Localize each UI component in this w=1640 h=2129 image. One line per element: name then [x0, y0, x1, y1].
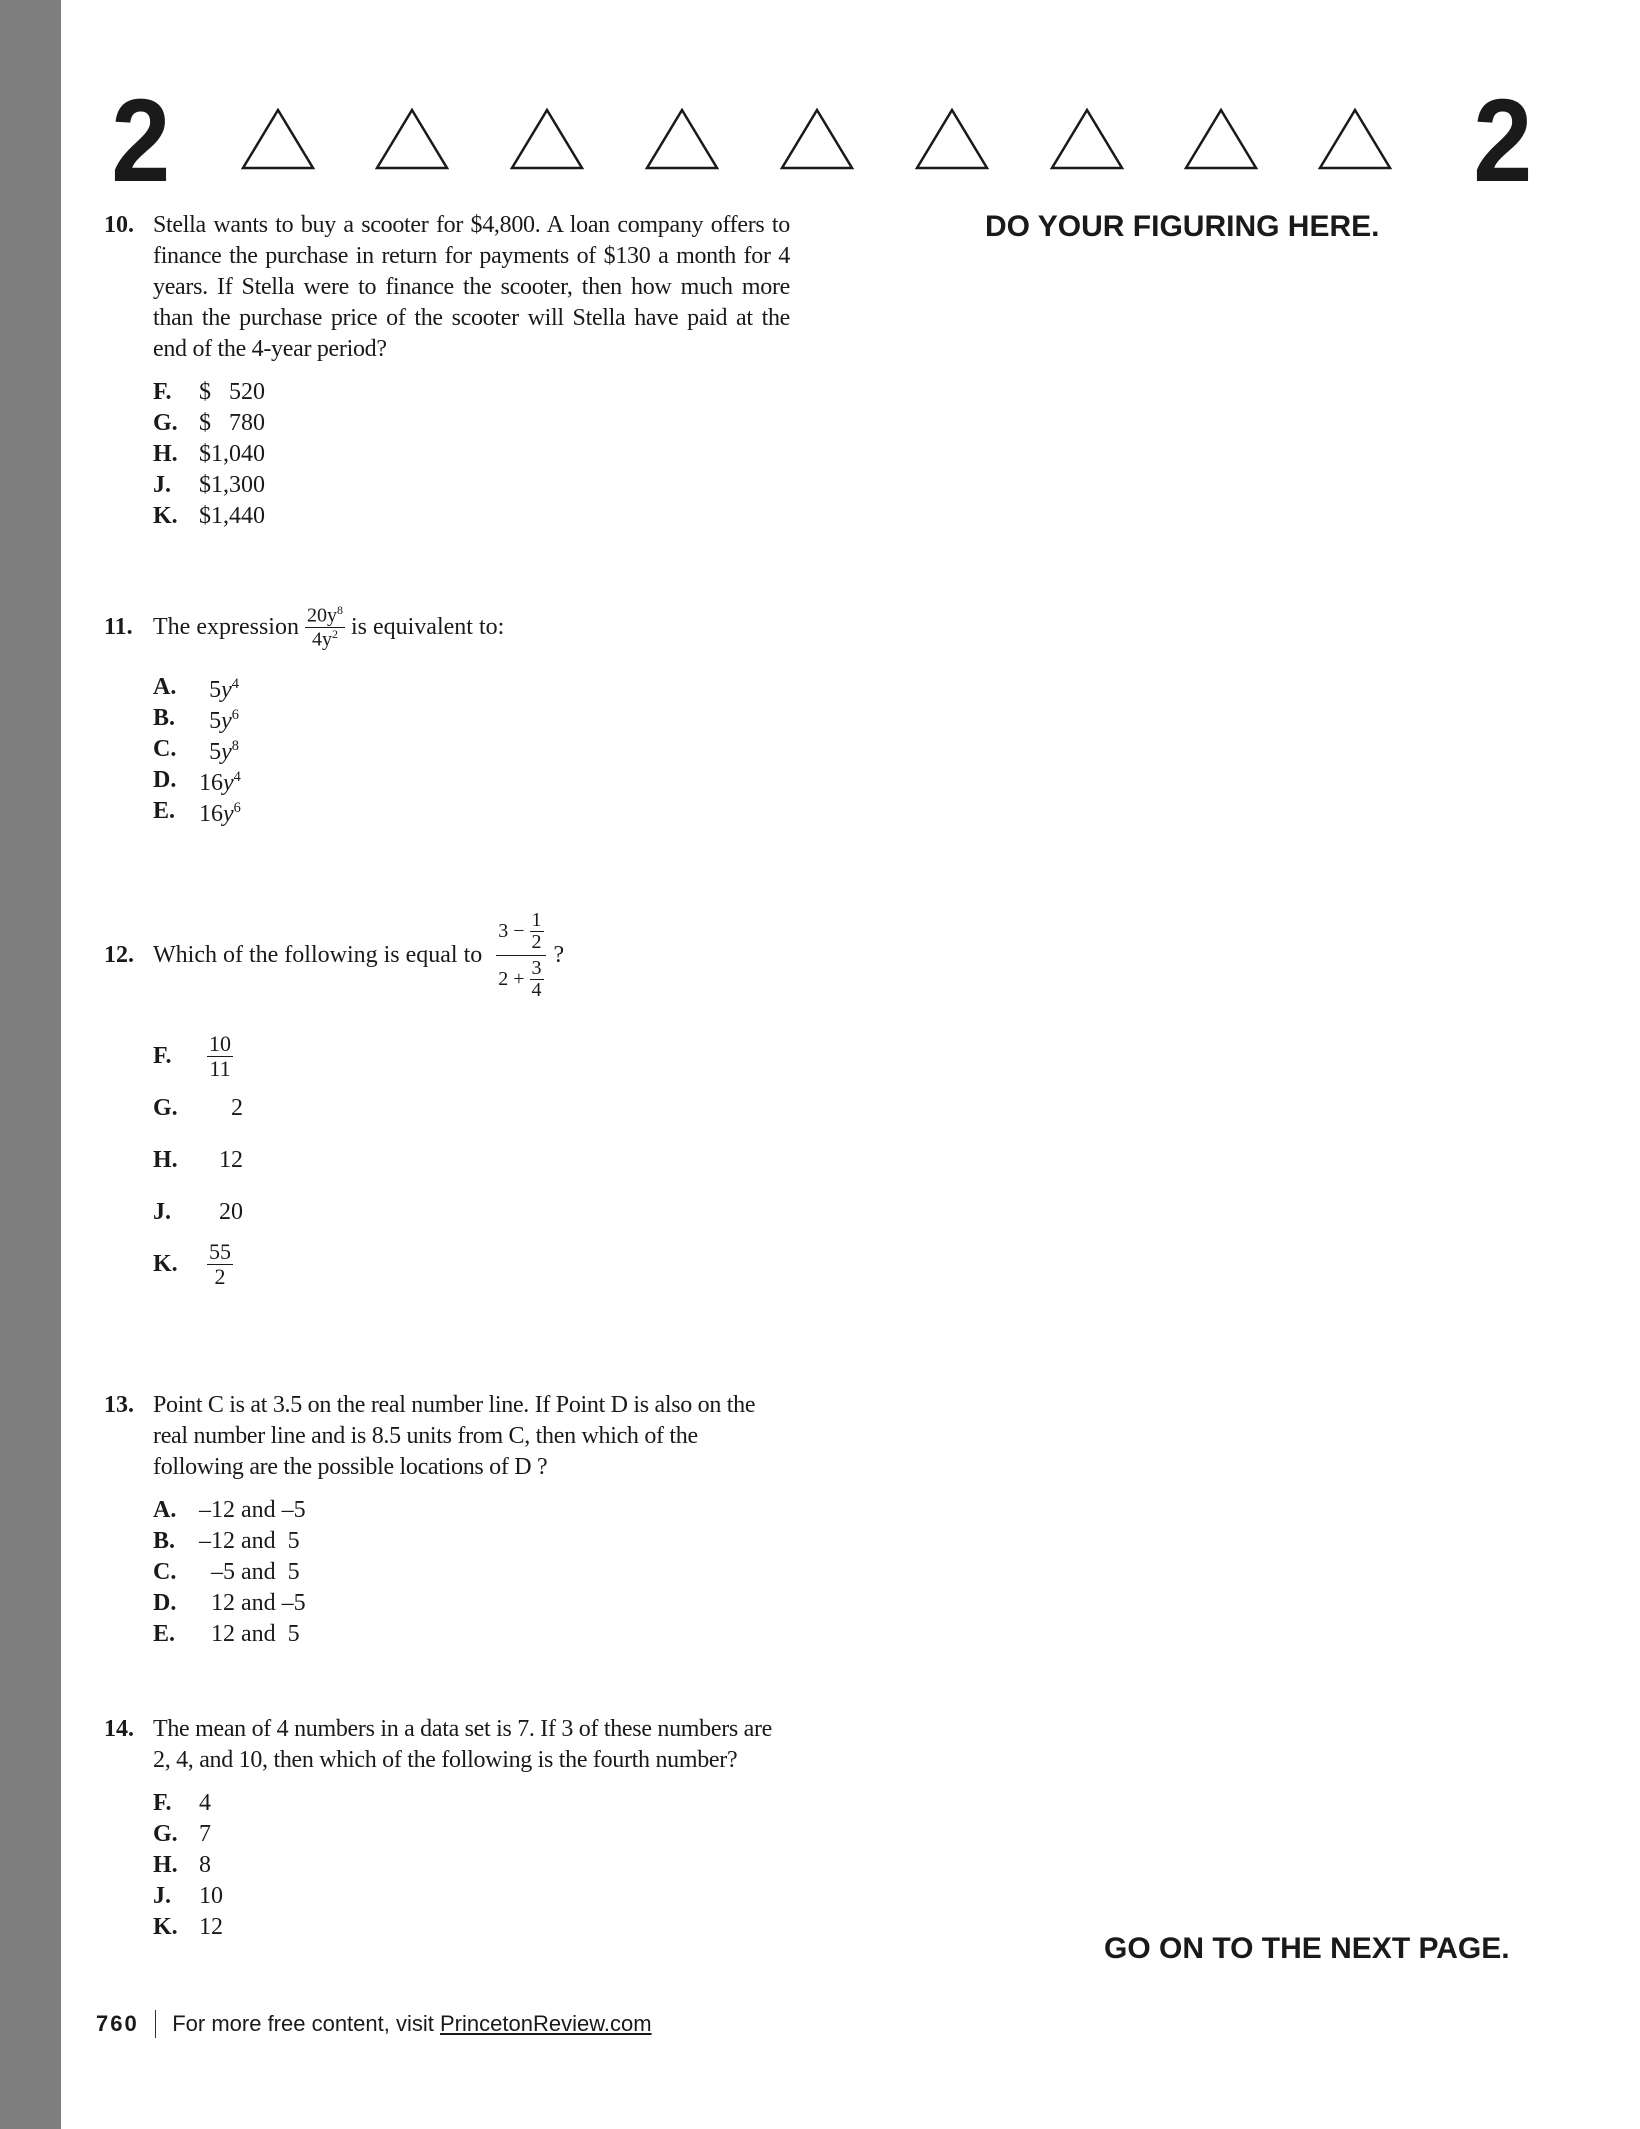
option-value: $5y^6$ — [209, 707, 239, 734]
figuring-note: DO YOUR FIGURING HERE. — [985, 210, 1380, 243]
option-value: $1,440 — [199, 503, 265, 529]
denominator: 4y — [311, 628, 332, 651]
option-value: $16y^4$ — [199, 769, 241, 796]
option-label: E. — [153, 798, 176, 824]
option-value: $1,040 — [199, 441, 265, 467]
question-number: 13. — [104, 1392, 134, 1418]
option-label: K. — [153, 503, 178, 529]
option-label: F. — [153, 1042, 172, 1069]
top-den: 2 — [531, 930, 542, 953]
question-text: The mean of 4 numbers in a data set is 7. If 3 of these numbers are 2, 4, and 10, then which of the following is the fourth number? — [153, 1716, 773, 1773]
option-value: 20 — [219, 1198, 243, 1225]
option-label: A. — [153, 1497, 177, 1523]
option-value: 12 and –5 — [199, 1590, 306, 1616]
answer-option[interactable] — [153, 1588, 790, 1619]
answer-options — [153, 1030, 790, 1290]
bottom-den: 4 — [531, 978, 542, 1001]
question-text-end: is equivalent to: — [350, 613, 505, 640]
question-number: 12. — [104, 941, 134, 968]
page-edge-bar — [0, 0, 61, 2129]
answer-option[interactable] — [153, 672, 790, 703]
page-number: 760 — [96, 2011, 139, 2036]
question-12 — [104, 890, 790, 1290]
option-value: $ 780 — [199, 410, 265, 436]
question-number: 11. — [104, 613, 133, 640]
next-page-note: GO ON TO THE NEXT PAGE. — [1104, 1932, 1510, 1965]
option-value: –12 and 5 — [199, 1528, 300, 1554]
answer-option[interactable] — [153, 765, 790, 796]
section-number-left: 2 — [111, 75, 171, 207]
answer-option[interactable] — [153, 377, 790, 408]
option-label: B. — [153, 1528, 176, 1554]
answer-option[interactable] — [153, 470, 790, 501]
option-label: H. — [153, 1852, 178, 1878]
question-text: The expression — [153, 613, 299, 640]
option-value: $ 520 — [199, 379, 265, 405]
option-value: 10 — [199, 1883, 223, 1909]
question-14 — [104, 1714, 790, 1943]
option-label: C. — [153, 1559, 177, 1585]
triangle-icon — [780, 108, 854, 170]
triangle-icon — [510, 108, 584, 170]
answer-option[interactable] — [153, 734, 790, 765]
option-value: $16y^6$ — [199, 800, 241, 827]
option-value: 4 — [199, 1790, 211, 1816]
question-mark: ? — [553, 941, 565, 968]
triangle-icon — [1050, 108, 1124, 170]
answer-option[interactable] — [153, 1495, 790, 1526]
option-label: K. — [153, 1914, 178, 1940]
answer-option[interactable] — [153, 1788, 790, 1819]
option-label: F. — [153, 379, 172, 405]
triangle-icon — [1184, 108, 1258, 170]
option-label: K. — [153, 1250, 178, 1277]
triangle-icon — [375, 108, 449, 170]
answer-option[interactable] — [153, 1557, 790, 1588]
answer-option[interactable] — [153, 796, 790, 827]
option-value: 2 — [231, 1094, 243, 1121]
triangle-icon — [1318, 108, 1392, 170]
option-label: F. — [153, 1790, 172, 1816]
option-label: H. — [153, 1146, 178, 1173]
triangle-icon — [915, 108, 989, 170]
option-value: 12 and 5 — [199, 1621, 300, 1647]
answer-option[interactable] — [153, 1082, 790, 1134]
option-label: A. — [153, 674, 177, 700]
option-label: G. — [153, 1821, 178, 1847]
question-text: Stella wants to buy a scooter for $4,800. A loan company offers to finance the purchase in return for payments of $130 a month for 4 years. If Stella were to finance the scooter, then how much more than the purchase price of the scooter will Stella have paid at the end of the 4-year period? — [153, 212, 790, 362]
option-fraction: $\frac{55}{2}$ — [209, 1239, 231, 1289]
answer-option[interactable] — [153, 501, 790, 532]
answer-options — [153, 1788, 790, 1943]
option-value: $1,300 — [199, 472, 265, 498]
triangle-icon — [241, 108, 315, 170]
option-value: 7 — [199, 1821, 211, 1847]
bottom-num: 3 — [531, 956, 542, 979]
option-label: J. — [153, 1198, 171, 1225]
option-label: G. — [153, 1094, 178, 1121]
expression-fraction — [305, 604, 345, 650]
answer-option[interactable] — [153, 408, 790, 439]
bottom-whole: 2 + — [498, 967, 525, 990]
option-label: B. — [153, 705, 176, 731]
princeton-review-link[interactable]: PrincetonReview.com — [440, 2011, 652, 2036]
top-num: 1 — [531, 908, 542, 931]
option-value: 8 — [199, 1852, 211, 1878]
option-value: –5 and 5 — [199, 1559, 300, 1585]
option-value: $5y^4$ — [209, 676, 239, 703]
answer-option[interactable] — [153, 1850, 790, 1881]
question-text: Which of the following is equal to — [153, 941, 483, 968]
option-label: D. — [153, 1590, 177, 1616]
answer-option[interactable] — [153, 1619, 790, 1650]
triangle-icon — [645, 108, 719, 170]
option-value: 12 — [219, 1146, 243, 1173]
option-label: H. — [153, 441, 178, 467]
question-text: Point C is at 3.5 on the real number line. If Point D is also on the real number line and is 8.5 units from C, then which of the following are the possible locations of D ? — [153, 1392, 756, 1480]
answer-option[interactable] — [153, 1819, 790, 1850]
option-value: 12 — [199, 1914, 223, 1940]
top-whole: 3 − — [498, 919, 525, 942]
answer-option[interactable] — [153, 1134, 790, 1186]
answer-options — [153, 672, 790, 827]
page-footer — [96, 2010, 652, 2038]
option-value: –12 and –5 — [199, 1497, 306, 1523]
answer-option[interactable] — [153, 703, 790, 734]
footer-divider — [155, 2010, 157, 2038]
option-value: $5y^8$ — [209, 738, 239, 765]
option-label: J. — [153, 1883, 171, 1909]
answer-option[interactable] — [153, 1526, 790, 1557]
question-number: 14. — [104, 1716, 134, 1742]
option-label: J. — [153, 472, 171, 498]
answer-option[interactable] — [153, 1186, 790, 1238]
answer-option[interactable] — [153, 1881, 790, 1912]
complex-fraction — [496, 910, 545, 1001]
answer-option[interactable] — [153, 1912, 790, 1943]
option-label: E. — [153, 1621, 176, 1647]
answer-option[interactable] — [153, 439, 790, 470]
footer-text: For more free content, visit — [172, 2011, 434, 2036]
answer-options — [153, 377, 790, 532]
section-number-right: 2 — [1473, 75, 1533, 207]
question-11 — [104, 596, 790, 827]
answer-options — [153, 1495, 790, 1650]
numerator-exponent: 8 — [336, 602, 343, 617]
answer-option[interactable] — [153, 1030, 790, 1082]
option-label: C. — [153, 736, 177, 762]
question-13 — [104, 1390, 790, 1650]
option-label: D. — [153, 767, 177, 793]
question-10 — [104, 210, 790, 532]
option-fraction: $\frac{10}{11}$ — [209, 1031, 231, 1081]
question-number: 10. — [104, 212, 134, 238]
option-label: G. — [153, 410, 178, 436]
denominator-exponent: 2 — [331, 626, 338, 641]
numerator: 20y — [306, 604, 337, 627]
answer-option[interactable] — [153, 1238, 790, 1290]
